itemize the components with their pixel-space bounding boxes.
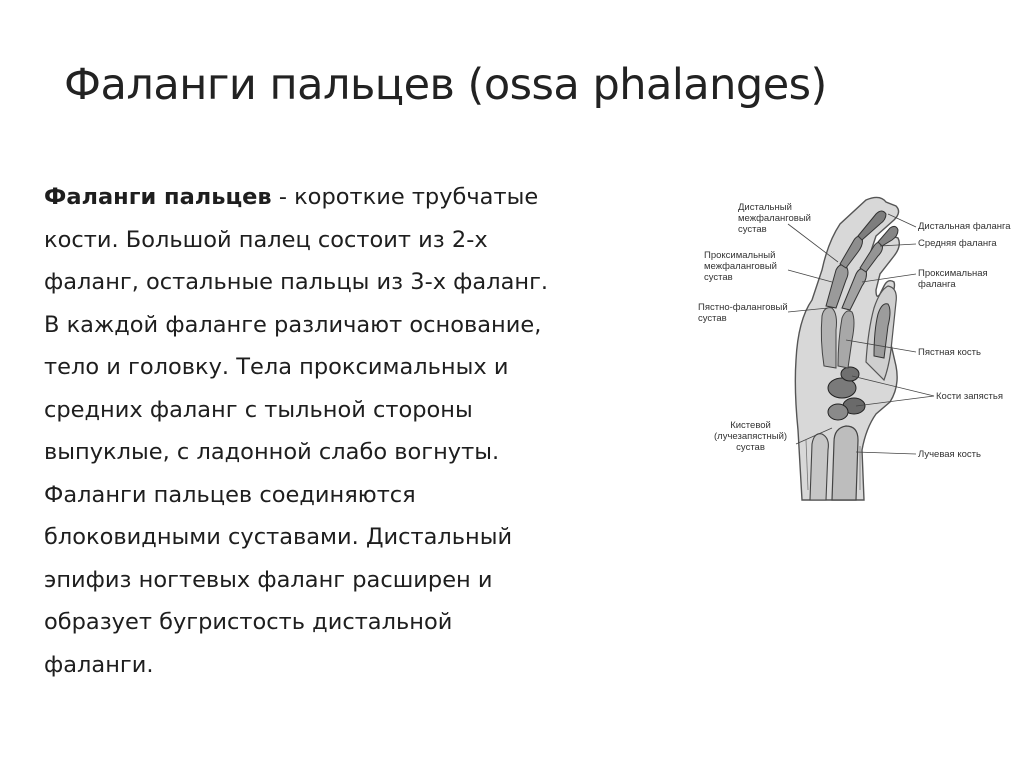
- ulna-bone: [810, 434, 828, 500]
- label-line: сустав: [736, 442, 765, 453]
- label-line: Кистевой: [730, 420, 771, 431]
- body-line: средних фаланг с тыльной стороны: [44, 396, 473, 423]
- body-line: тело и головку. Тела проксимальных и: [44, 354, 509, 380]
- label-proximal-interphalangeal-joint: [704, 250, 777, 283]
- label-line: фаланга: [918, 279, 956, 290]
- label-radius: [918, 449, 981, 460]
- label-line: сустав: [738, 224, 767, 235]
- label-middle-phalanx: [918, 238, 997, 249]
- body-line: В каждой фаланге различают основание,: [44, 311, 542, 338]
- hand-bones-figure: [690, 190, 1020, 510]
- term-bold: Фаланги пальцев: [44, 184, 272, 210]
- label-line: Проксимальный: [704, 250, 776, 261]
- label-line: (лучезапястный): [714, 431, 788, 442]
- body-line: образует бугристость дистальной: [44, 609, 453, 635]
- body-text: [44, 176, 684, 686]
- label-carpal-bones: [936, 391, 1003, 402]
- label-line: Средняя фаланга: [918, 238, 997, 249]
- body-line: эпифиз ногтевых фаланг расширен и: [44, 566, 493, 593]
- radius-bone: [832, 426, 858, 500]
- label-proximal-phalanx: [918, 268, 988, 290]
- body-line: Фаланги пальцев соединяются: [44, 481, 416, 508]
- label-line: Пястно-фаланговый: [698, 302, 788, 313]
- label-distal-interphalangeal-joint: [738, 202, 811, 235]
- body-line: фаланги.: [44, 651, 154, 678]
- label-line: Дистальная фаланга: [918, 221, 1011, 232]
- body-line: [44, 176, 684, 219]
- carpal-bone: [828, 404, 848, 420]
- label-metacarpal-bone: [918, 347, 981, 358]
- body-line-rest: - короткие трубчатые: [271, 184, 539, 210]
- pointer-line: [856, 452, 916, 454]
- metacarpal-bone: [821, 308, 836, 368]
- label-line: Дистальный: [738, 202, 792, 213]
- label-line: Пястная кость: [918, 347, 981, 358]
- label-wrist-joint: [714, 420, 787, 453]
- slide-title: Фаланги пальцев (ossa phalanges): [64, 60, 827, 110]
- label-distal-phalanx: [918, 221, 1011, 232]
- carpal-bone: [841, 367, 859, 381]
- body-line: выпуклые, с ладонной слабо вогнуты.: [44, 439, 500, 465]
- body-line: блоковидными суставами. Дистальный: [44, 524, 513, 550]
- label-line: межфаланговый: [738, 213, 811, 224]
- label-line: межфаланговый: [704, 261, 777, 272]
- body-line: фаланг, остальные пальцы из 3-х фаланг.: [44, 269, 549, 295]
- label-line: Лучевая кость: [918, 449, 981, 460]
- label-line: сустав: [698, 313, 727, 324]
- label-metacarpophalangeal-joint: [698, 302, 788, 324]
- body-line: кости. Большой палец состоит из 2-х: [44, 226, 488, 253]
- label-line: сустав: [704, 272, 733, 283]
- label-line: Проксимальная: [918, 268, 988, 279]
- label-line: Кости запястья: [936, 391, 1003, 402]
